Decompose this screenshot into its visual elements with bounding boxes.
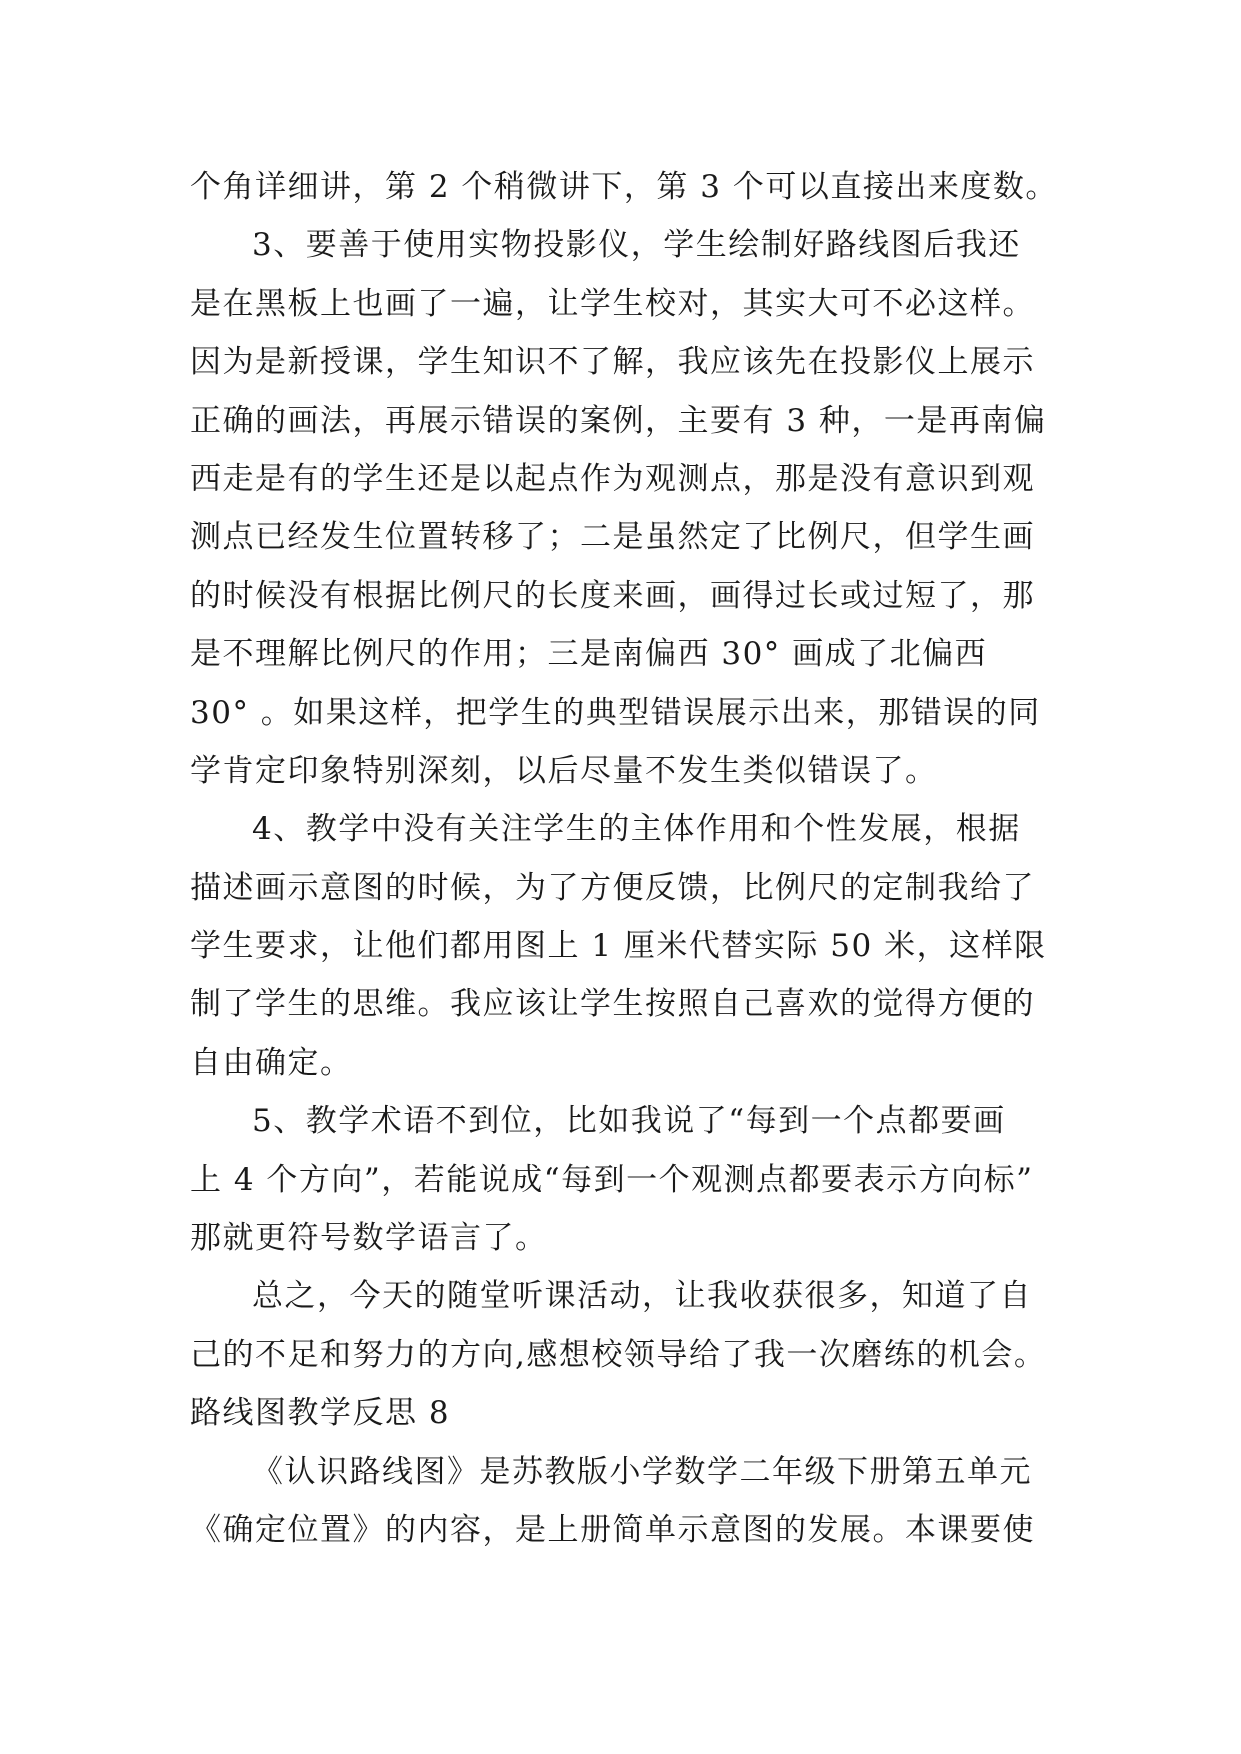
text-line: 个角详细讲，第 2 个稍微讲下，第 3 个可以直接出来度数。 [190,169,1058,205]
text-line: 5、教学术语不到位，比如我说了“每到一个点都要画 [252,1103,1006,1140]
text-line: 测点已经发生位置转移了；二是虽然定了比例尺，但学生画 [190,519,1035,556]
text-line: 《确定位置》的内容，是上册简单示意图的发展。本课要使 [190,1511,1035,1548]
document-body [190,158,1070,1559]
text-line: 上 4 个方向”，若能说成“每到一个观测点都要表示方向标” [190,1161,1034,1198]
text-line: 描述画示意图的时候，为了方便反馈，比例尺的定制我给了 [190,869,1035,906]
text-line: 30° 。如果这样，把学生的典型错误展示出来，那错误的同 [190,694,1041,731]
text-line: 《认识路线图》是苏教版小学数学二年级下册第五单元 [252,1453,1032,1490]
text-line: 正确的画法，再展示错误的案例，主要有 3 种，一是再南偏 [190,402,1047,439]
text-line: 制了学生的思维。我应该让学生按照自己喜欢的觉得方便的 [190,986,1035,1023]
text-line: 学肯定印象特别深刻，以后尽量不发生类似错误了。 [190,752,938,789]
text-line: 是不理解比例尺的作用；三是南偏西 30° 画成了北偏西 [190,636,988,673]
text-line: 自由确定。 [190,1044,353,1081]
text-line: 3、要善于使用实物投影仪，学生绘制好路线图后我还 [252,227,1021,264]
text-line: 总之，今天的随堂听课活动，让我收获很多，知道了自 [252,1278,1032,1315]
section-heading: 路线图教学反思 8 [190,1395,451,1432]
text-line: 那就更符号数学语言了。 [190,1220,548,1257]
text-line: 己的不足和努力的方向,感想校领导给了我一次磨练的机会。 [190,1336,1047,1373]
text-line: 是在黑板上也画了一遍，让学生校对，其实大可不必这样。 [190,285,1035,322]
text-line: 学生要求，让他们都用图上 1 厘米代替实际 50 米，这样限 [190,928,1047,965]
text-line: 因为是新授课，学生知识不了解，我应该先在投影仪上展示 [190,344,1035,381]
text-line: 西走是有的学生还是以起点作为观测点，那是没有意识到观 [190,460,1035,497]
text-line: 的时候没有根据比例尺的长度来画，画得过长或过短了，那 [190,577,1035,614]
text-line: 4、教学中没有关注学生的主体作用和个性发展，根据 [252,811,1021,848]
